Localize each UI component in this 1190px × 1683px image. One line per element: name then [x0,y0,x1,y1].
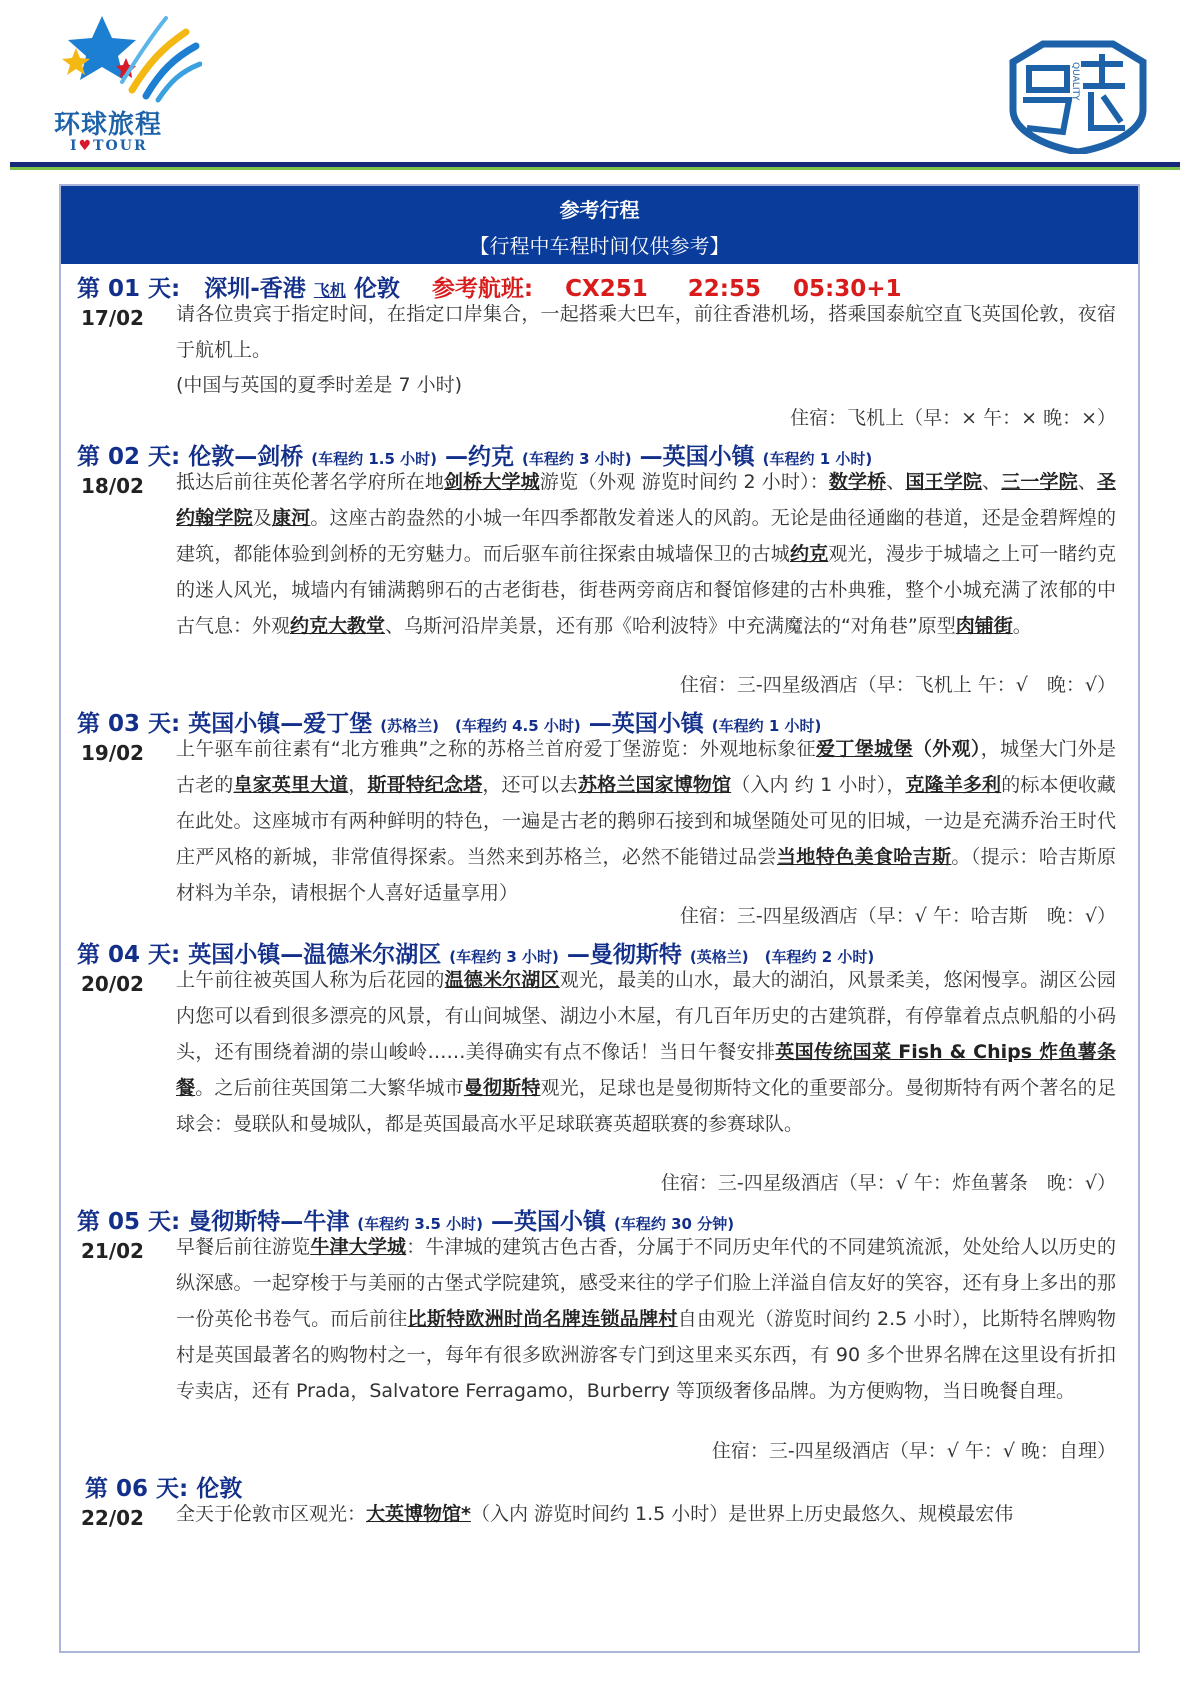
day-01-note: (中国与英国的夏季时差是 7 小时) [176,374,462,396]
banner-title: 参考行程 [559,198,640,222]
day-06-heading: 第 06 天: 伦敦 [85,1476,243,1502]
day-01-text: 请各位贵宾于指定时间，在指定口岸集合，一起搭乘大巴车，前往香港机场，搭乘国泰航空直飞英国伦敦，夜宿于航机上。 [176,303,1116,361]
day-01-stay: 住宿：飞机上（早：× 午：× 晚：×） [790,407,1116,429]
day-02-date: 18/02 [81,474,144,498]
quality-badge-icon [1003,36,1153,154]
day-05-text: 早餐后前往游览牛津大学城：牛津城的建筑古色古香，分属于不同历史年代的不同建筑流派，处处给人以历史的纵深感。一起穿梭于与美丽的古堡式学院建筑，感受来往的学子们脸上洋溢自信友好的笑容，还有身上多出的那一份英伦书卷气。而后前往比斯特欧洲时尚名牌连锁品牌村自由观光（游览时间约 2.5 小时），比斯特名牌购物村是英国最著名的购物村之一，每年有很多欧洲游客专门到这里来买东西，有 90 多个世界名牌在这里设有折扣专卖店，还有 Prada，Salvatore Ferragamo，Burberry 等顶级奢侈品牌。为方便购物，当日晚餐自理。 [176,1236,1116,1402]
day-05-date: 21/02 [81,1239,144,1263]
page-header [0,0,1190,175]
day-05-stay: 住宿：三-四星级酒店（早：√ 午：√ 晚：自理） [711,1440,1116,1462]
heart-icon: ♥ [78,138,94,154]
day-03-stay: 住宿：三-四星级酒店（早：√ 午：哈吉斯 晚：√） [679,905,1116,927]
day-04-date: 20/02 [81,972,144,996]
day-05-heading: 第 05 天: 曼彻斯特—牛津 (车程约 3.5 小时) —英国小镇 (车程约 30 分钟) [77,1209,735,1235]
day-03-heading: 第 03 天: 英国小镇—爱丁堡 (苏格兰) (车程约 4.5 小时) —英国小镇 (车程约 1 小时) [77,711,822,737]
day-03-text: 上午驱车前往素有“北方雅典”之称的苏格兰首府爱丁堡游览：外观地标象征爱丁堡城堡（外观），城堡大门外是古老的皇家英里大道，斯哥特纪念塔，还可以去苏格兰国家博物馆（入内 约 1 小时），克隆羊多利的标本便收藏在此处。这座城市有两种鲜明的特色，一遍是古老的鹅卵石接到和城堡随处可见的旧城，一边是充满乔治王时代庄严风格的新城，非常值得探索。当然来到苏格兰，必然不能错过品尝当地特色美食哈吉斯。（提示：哈吉斯原材料为羊杂，请根据个人喜好适量享用） [176,738,1116,904]
day-03-date: 19/02 [81,741,144,765]
day-04-stay: 住宿：三-四星级酒店（早：√ 午：炸鱼薯条 晚：√） [660,1172,1116,1194]
brand-name-en: I♥TOUR [70,138,148,154]
day-04-text: 上午前往被英国人称为后花园的温德米尔湖区观光，最美的山水，最大的湖泊，风景柔美，悠闲慢享。湖区公园内您可以看到很多漂亮的风景，有山间城堡、湖边小木屋，有几百年历史的古建筑群，有停靠着点点帆船的小码头，还有围绕着湖的崇山峻岭……美得确实有点不像话！当日午餐安排英国传统国菜 Fish & Chips 炸鱼薯条餐。之后前往英国第二大繁华城市曼彻斯特观光，足球也是曼彻斯特文化的重要部分。曼彻斯特有两个著名的足球会：曼联队和曼城队，都是英国最高水平足球联赛英超联赛的参赛球队。 [176,969,1117,1135]
itinerary-banner [61,186,1138,264]
itinerary-box [59,184,1140,1653]
quality-label: QUALITY [1070,62,1080,101]
day-04-heading: 第 04 天: 英国小镇—温德米尔湖区 (车程约 3 小时) —曼彻斯特 (英格兰) (车程约 2 小时) [77,942,875,968]
day-06-text: 全天于伦敦市区观光：大英博物馆*（入内 游览时间约 1.5 小时）是世界上历史最悠久、规模最宏伟 [176,1503,1014,1525]
day-06-date: 22/02 [81,1506,144,1530]
brand-logo [52,12,202,152]
day-02-heading: 第 02 天: 伦敦—剑桥 (车程约 1.5 小时) —约克 (车程约 3 小时) —英国小镇 (车程约 1 小时) [77,444,873,470]
banner-subtitle: 【行程中车程时间仅供参考】 [469,234,730,258]
day-02-stay: 住宿：三-四星级酒店（早：飞机上 午：√ 晚：√） [679,674,1116,696]
header-divider [10,162,1180,170]
day-01-date: 17/02 [81,306,144,330]
day-02-text: 抵达后前往英伦著名学府所在地剑桥大学城游览（外观 游览时间约 2 小时）：数学桥、国王学院、三一学院、圣约翰学院及康河。这座古韵盎然的小城一年四季都散发着迷人的风韵。无论是曲径通幽的巷道，还是金碧辉煌的建筑，都能体验到剑桥的无穷魅力。而后驱车前往探索由城墙保卫的古城约克观光，漫步于城墙之上可一睹约克的迷人风光，城墙内有铺满鹅卵石的古老街巷，街巷两旁商店和餐馆修建的古朴典雅，整个小城充满了浓郁的中古气息：外观约克大教堂、乌斯河沿岸美景，还有那《哈利波特》中充满魔法的“对角巷”原型肉铺街。 [176,471,1116,637]
day-01-heading: 第 01 天: 深圳-香港 飞机 伦敦 参考航班: CX251 22:55 05:30+1 [77,276,902,302]
brand-name-cn: 环球旅程 [54,110,163,140]
stars-icon [62,12,202,104]
